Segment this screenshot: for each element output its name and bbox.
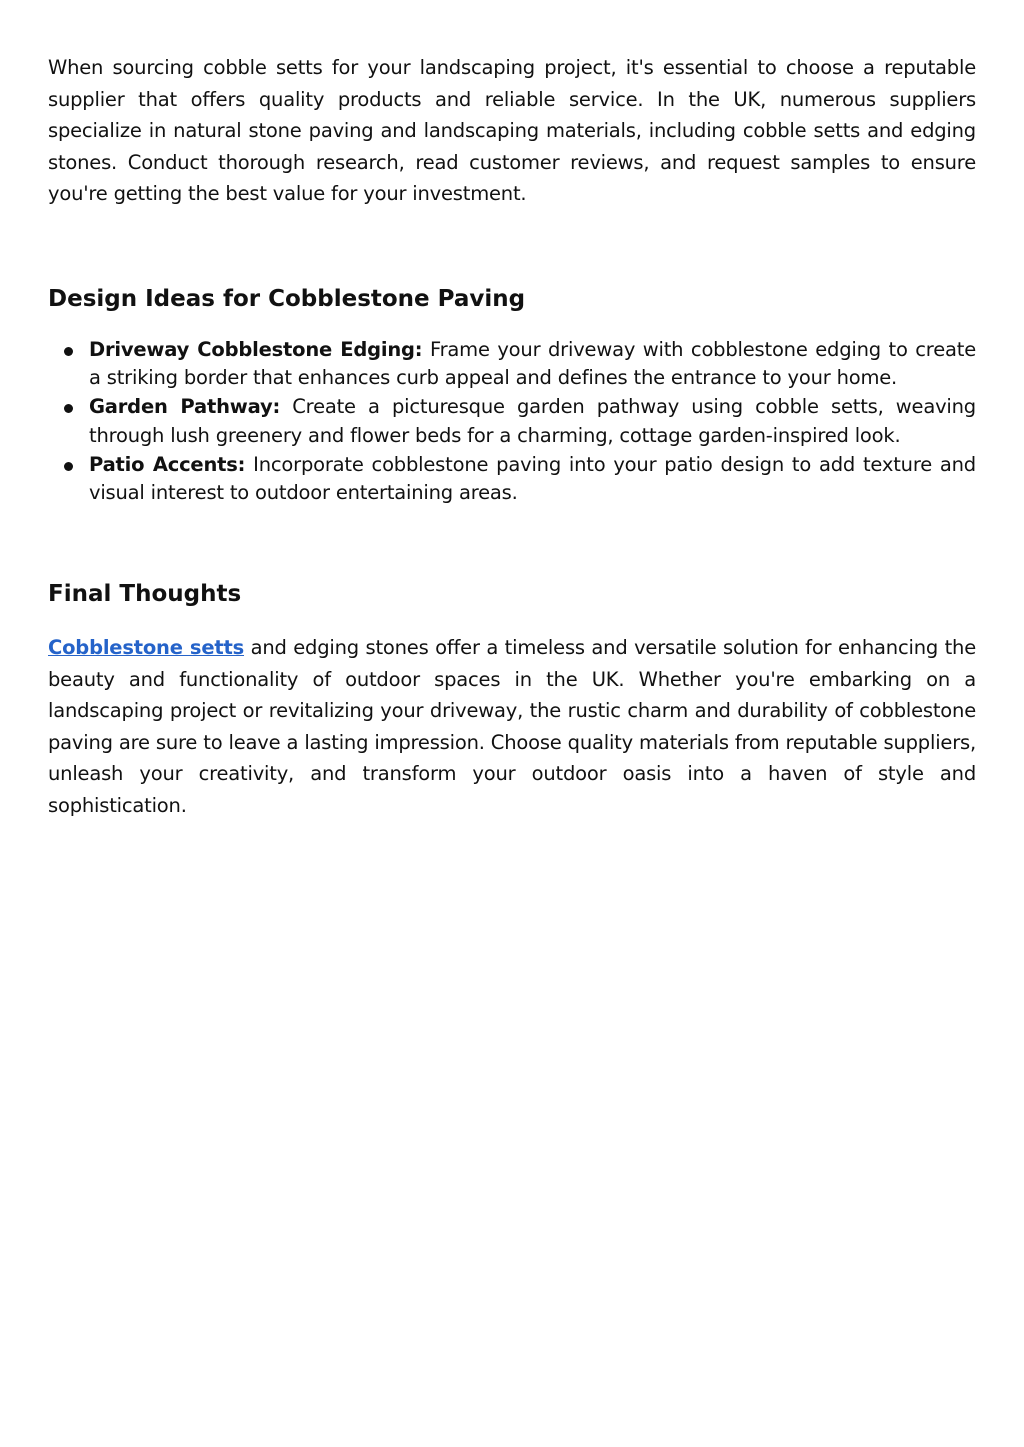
intro-paragraph: When sourcing cobble setts for your landscaping project, it's essential to choose a reputable supplier that offers quality products and reliable service. In the UK, numerous suppliers specialize in natural stone paving and landscaping materials, including cobble setts and edging stones. Conduct thorough research, read customer reviews, and request samples to ensure you're getting the best value for your investment.	[48, 56, 976, 205]
list-item-term: Garden Pathway:	[89, 395, 281, 419]
final-thoughts-text: and edging stones offer a timeless and versatile solution for enhancing the beauty and functionality of outdoor spaces in the UK. Whether you're embarking on a landscaping project or revitalizing your driveway, the rustic charm and durability of cobblestone paving are sure to leave a lasting impression. Choose quality materials from reputable suppliers, unleash your creativity, and transform your outdoor oasis into a haven of style and sophistication.	[48, 636, 977, 817]
document-page	[48, 52, 976, 821]
list-item-driveway	[48, 336, 976, 394]
list-item-term: Patio Accents:	[89, 452, 246, 476]
bullet-dot-icon	[64, 404, 73, 413]
bullet-dot-icon	[64, 347, 73, 356]
design-ideas-heading: Design Ideas for Cobblestone Paving	[48, 285, 526, 312]
list-item-text: Incorporate cobblestone paving into your patio design to add texture and visual interest to outdoor entertaining areas.	[89, 452, 976, 505]
list-item-term: Driveway Cobblestone Edging:	[89, 337, 423, 361]
final-thoughts-paragraph	[48, 632, 976, 821]
list-item-text: Frame your driveway with cobblestone edging to create a striking border that enhances curb appeal and defines the entrance to your home.	[89, 337, 976, 390]
list-item-text: Create a picturesque garden pathway using cobble setts, weaving through lush greenery and flower beds for a charming, cottage garden-inspired look.	[89, 395, 976, 447]
bullet-dot-icon	[64, 462, 73, 471]
design-ideas-list	[48, 336, 976, 509]
list-item-garden-pathway	[48, 393, 976, 451]
list-item-patio-accents	[48, 451, 976, 509]
final-thoughts-heading: Final Thoughts	[48, 581, 242, 608]
cobblestone-setts-link[interactable]: Cobblestone setts	[48, 636, 245, 660]
